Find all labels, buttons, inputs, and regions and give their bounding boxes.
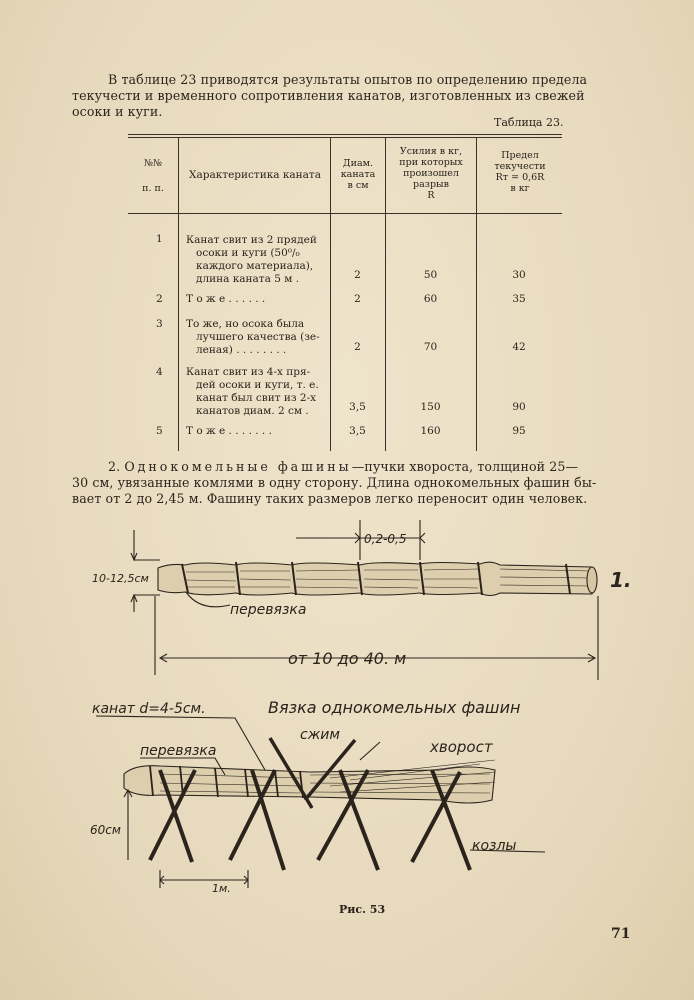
row-number: 4 [156,366,163,378]
row-limit: 42 [512,341,526,353]
row-diameter: 2 [354,269,361,281]
row-diameter: 2 [354,341,361,353]
row-limit: 30 [512,269,526,281]
row-description: Т о ж е . . . . . . . [186,425,272,437]
intro-line: осоки и куги. [72,104,163,119]
header-yield-limit: Предел текучести Rт = 0,6R в кг [494,150,546,194]
row-force: 70 [423,341,438,353]
row-force: 60 [423,293,438,305]
trestles-label: козлы [472,838,517,854]
row-diameter: 2 [354,293,361,305]
row-description: Канат свит из 4-х пря- дей осоки и куги, т. е. канат был свит из 2-х канатов диам. 2 см . [186,366,319,417]
intro-line: текучести и временного сопротивления канатов, изготовленных из свежей [72,88,585,103]
row-description: То же, но осока была лучшего качества (зе- леная) . . . . . . . . [186,318,320,356]
row-limit: 95 [512,425,526,437]
row-diameter: 3,5 [349,401,366,413]
row-number: 1 [156,233,163,245]
spacing-label: 1м. [212,882,231,895]
tying-label: Вязка однокомельных фашин [268,698,521,717]
row-description: Канат свит из 2 прядей осоки и куги (50⁰/₀ каждого материала), длина каната 5 м . [186,234,317,285]
page-number: 71 [611,926,631,942]
row-number: 3 [156,318,163,330]
dim-thickness-label: 10-12,5см [92,572,149,585]
table-title: Таблица 23. [494,116,564,129]
brush-label: хворост [430,738,493,756]
header-force: Усилия в кг, при которых произошел разрыв R [399,146,463,201]
paragraph-line: вает от 2 до 2,45 м. Фашину таких размеров легко переносит один человек. [72,491,588,506]
header-diameter: Диам. каната в см [340,158,376,191]
tie-label: перевязка [230,602,307,618]
rope-label: канат d=4-5см. [92,701,206,717]
row-number: 5 [156,425,163,437]
tie-label-bottom: перевязка [140,743,217,759]
paragraph-line: 30 см, увязанные комлями в одну сторону. Длина однокомельных фашин бы- [72,475,597,490]
header-description: Характеристика каната [188,169,322,181]
row-description: Т о ж е . . . . . . [186,293,266,305]
paragraph-line: 2. Однокомельные фашины—пучки хвороста, толщиной 25— [108,459,579,474]
figure-caption: Рис. 53 [339,903,386,916]
row-force: 50 [423,269,438,281]
row-force: 160 [420,425,441,437]
term-fascines: Однокомельные фашины [124,459,352,474]
row-number: 2 [156,293,163,305]
length-label: от 10 до 40. м [288,649,407,668]
header-num: №№ п. п. [142,158,164,194]
press-label: сжим [300,727,340,743]
row-force: 150 [420,401,441,413]
dim-spacing-label: 0,2-0,5 [364,532,407,546]
row-limit: 90 [512,401,526,413]
intro-line: В таблице 23 приводятся результаты опытов по определению предела [108,72,588,87]
row-diameter: 3,5 [349,425,366,437]
height-label: 60см [90,823,121,837]
figure-marker: 1. [610,568,632,592]
row-limit: 35 [512,293,526,305]
